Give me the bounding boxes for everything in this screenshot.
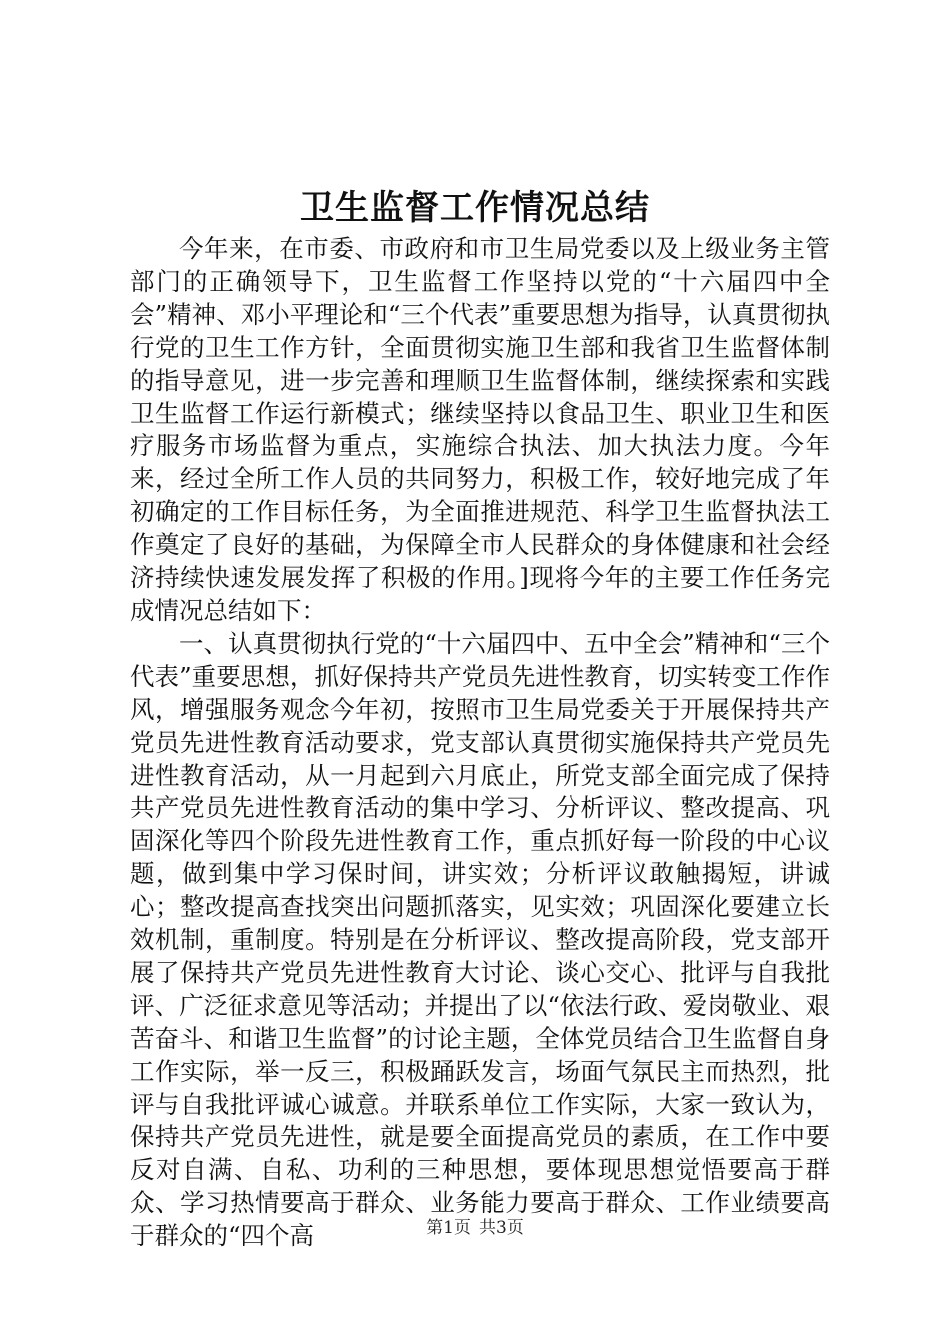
page-footer	[0, 1216, 950, 1240]
page-total: 共3页	[479, 1218, 524, 1238]
paragraph-intro: 今年来，在市委、市政府和市卫生局党委以及上级业务主管部门的正确领导下，卫生监督工作坚持以党的“十六届四中全会”精神、邓小平理论和“三个代表”重要思想为指导，认真贯彻执行党的卫生工作方针，全面贯彻实施卫生部和我省卫生监督体制的指导意见，进一步完善和理顺卫生监督体制，继续探索和实践卫生监督工作运行新模式；继续坚持以食品卫生、职业卫生和医疗服务市场监督为重点，实施综合执法、加大执法力度。今年来，经过全所工作人员的共同努力，积极工作，较好地完成了年初确定的工作目标任务，为全面推进规范、科学卫生监督执法工作奠定了良好的基础，为保障全市人民群众的身体健康和社会经济持续快速发展发挥了积极的作用。]现将今年的主要工作任务完成情况总结如下：	[130, 234, 830, 625]
document-body	[130, 233, 830, 1253]
document-title: 卫生监督工作情况总结	[300, 188, 650, 228]
paragraph-section-one: 一、认真贯彻执行党的“十六届四中、五中全会”精神和“三个代表”重要思想，抓好保持共产党员先进性教育，切实转变工作作风，增强服务观念今年初，按照市卫生局党委关于开展保持共产党员先进性教育活动要求，党支部认真贯彻实施保持共产党员先进性教育活动，从一月起到六月底止，所党支部全面完成了保持共产党员先进性教育活动的集中学习、分析评议、整改提高、巩固深化等四个阶段先进性教育工作，重点抓好每一阶段的中心议题，做到集中学习保时间，讲实效；分析评议敢触揭短，讲诚心；整改提高查找突出问题抓落实，见实效；巩固深化要建立长效机制，重制度。特别是在分析评议、整改提高阶段，党支部开展了保持共产党员先进性教育大讨论、谈心交心、批评与自我批评、广泛征求意见等活动；并提出了以“依法行政、爱岗敬业、艰苦奋斗、和谐卫生监督”的讨论主题，全体党员结合卫生监督自身工作实际，举一反三，积极踊跃发言，场面气氛民主而热烈，批评与自我批评诚心诚意。并联系单位工作实际，大家一致认为，保持共产党员先进性，就是要全面提高党员的素质，在工作中要反对自满、自私、功利的三种思想，要体现思想觉悟要高于群众、学习热情要高于群众、业务能力要高于群众、工作业绩要高于群众的“四个高	[130, 628, 830, 1251]
page-number: 第1页	[426, 1218, 471, 1238]
